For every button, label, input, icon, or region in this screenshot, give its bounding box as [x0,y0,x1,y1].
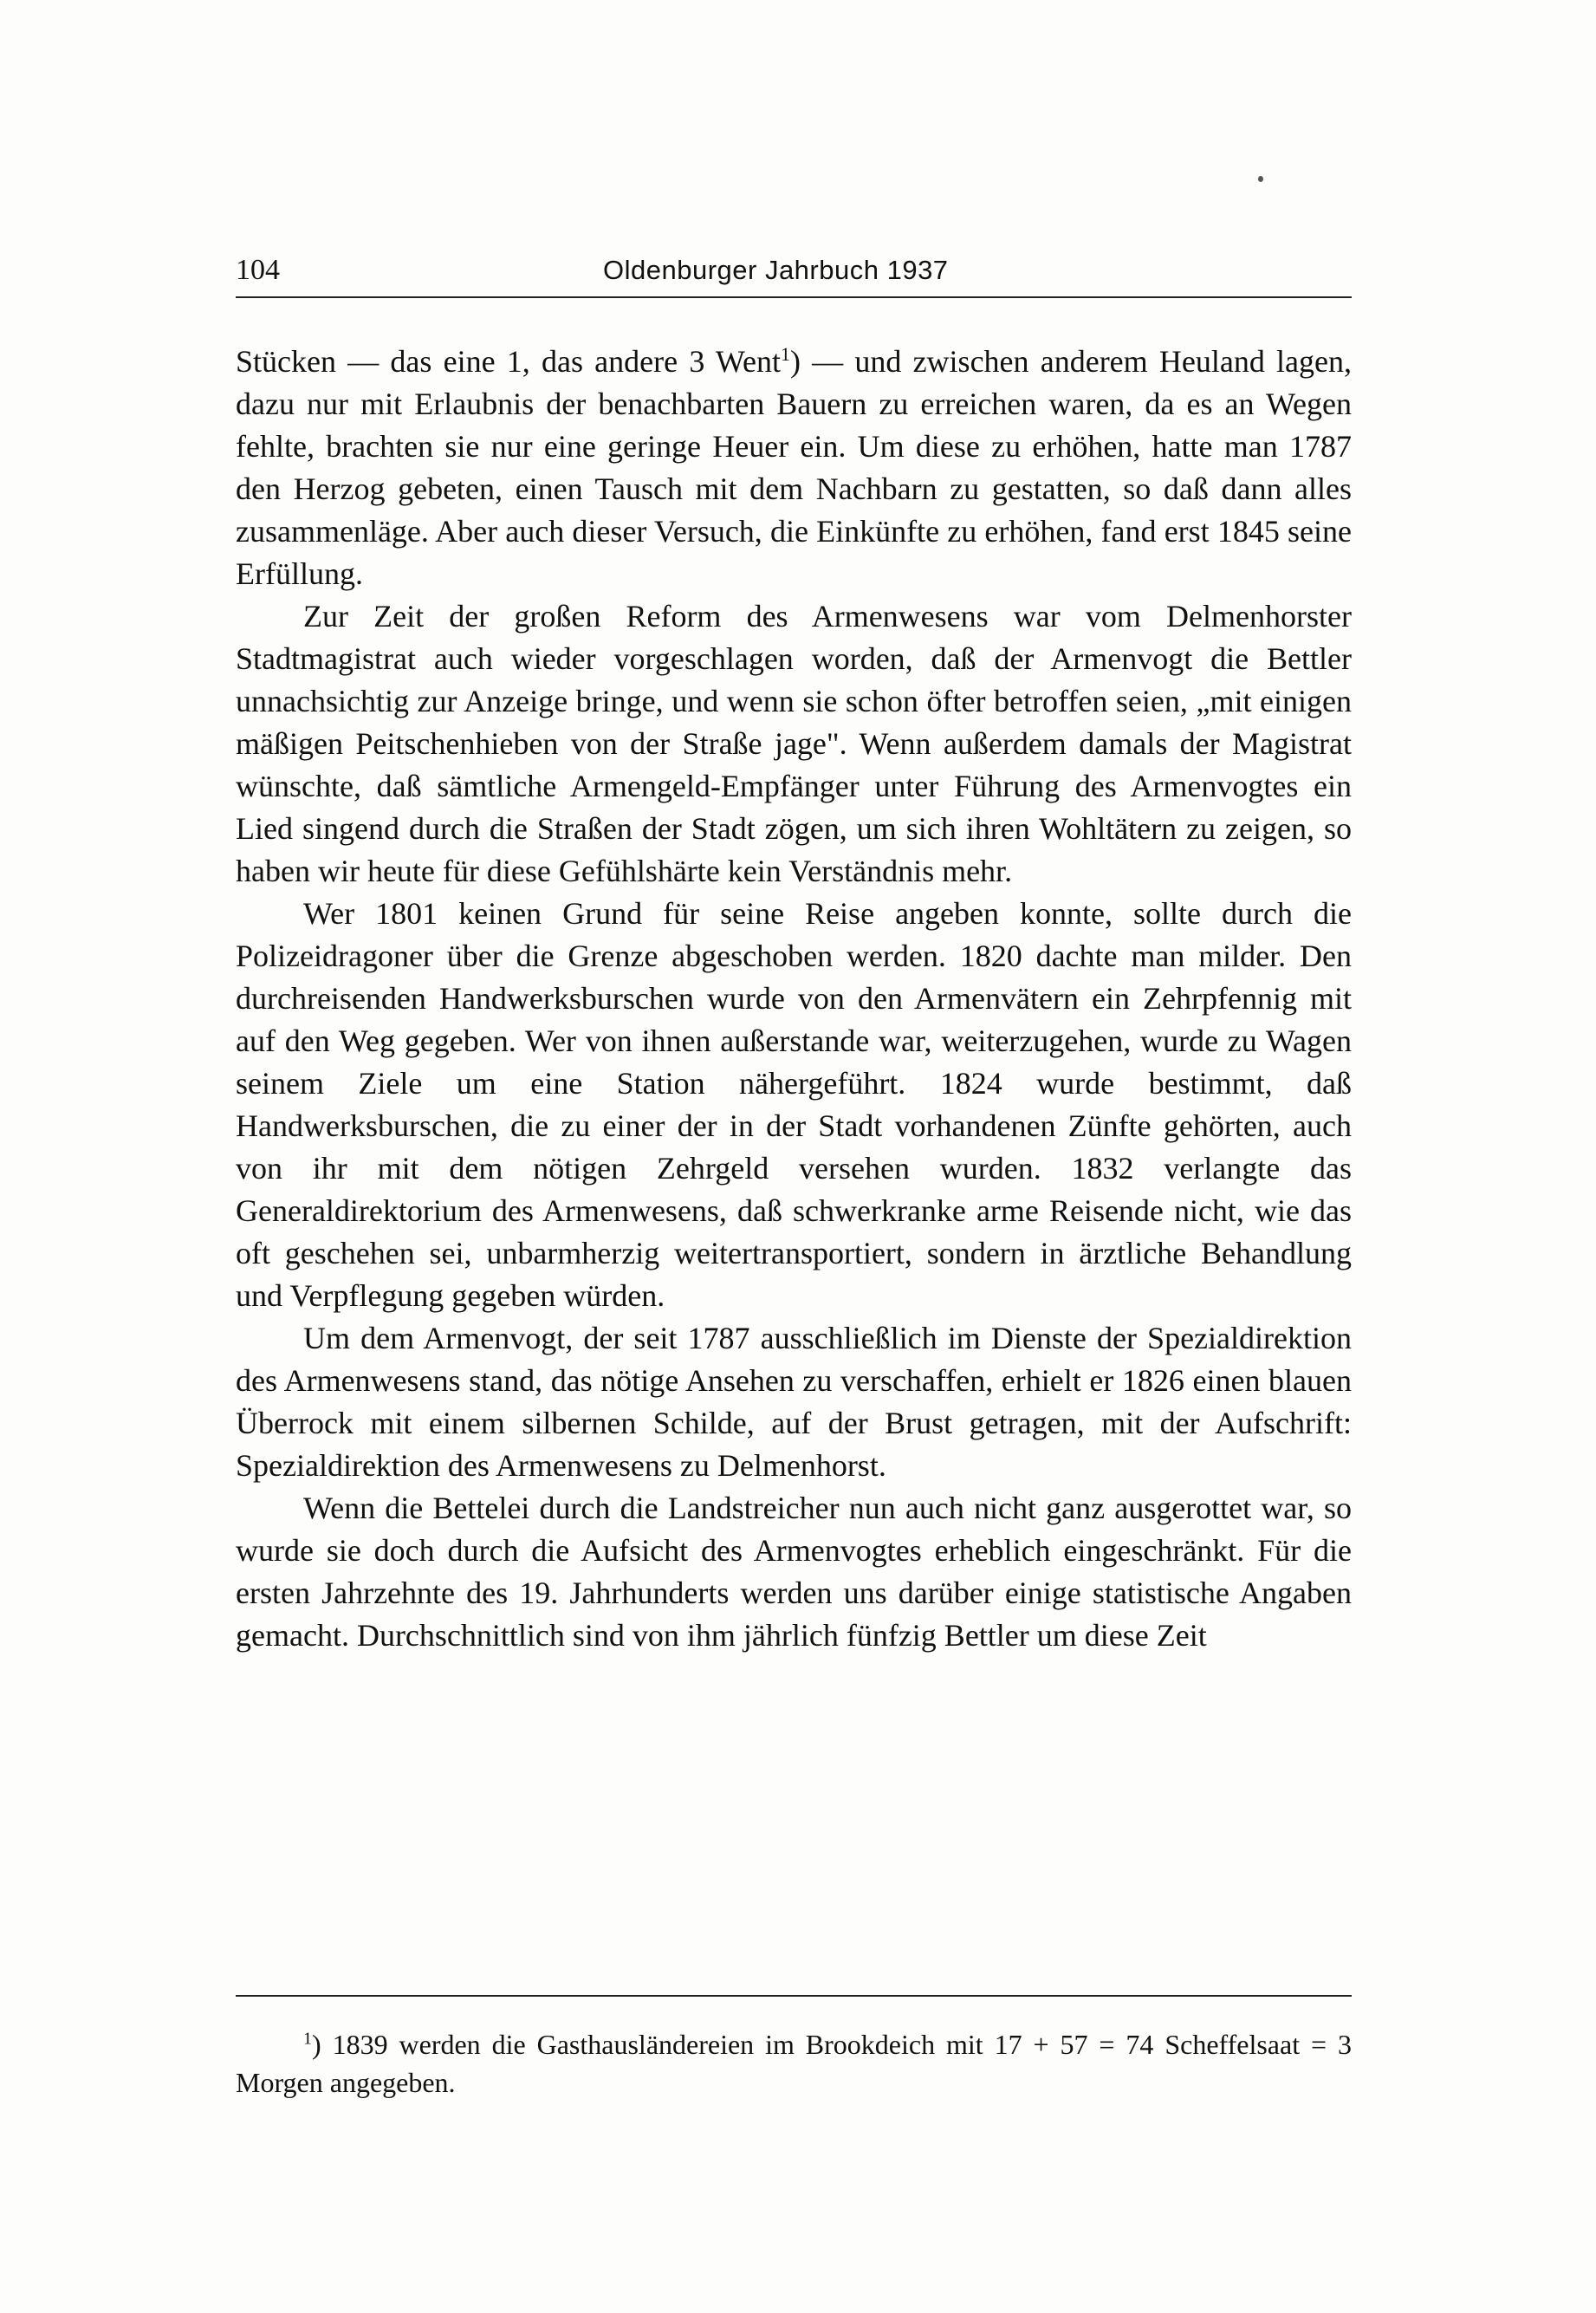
print-speck [1258,176,1263,182]
footnote-marker: 1 [303,2029,312,2049]
paragraph-5: Wenn die Bettelei durch die Landstreicher nun auch nicht ganz ausgerottet war, so wurde sie doch durch die Aufsicht des Armenvogtes erheblich eingeschränkt. Für die ersten Jahrzehnte des 19. Jahrhunderts werden uns darüber einige statistische Angaben gemacht. Durchschnittlich sind von ihm jährlich fünfzig Bettler um diese Zeit [236,1491,1352,1653]
footnote-1-text-line [236,2025,1352,2102]
footnote-text: ) 1839 werden die Gasthausländereien im Brookdeich mit 17 + 57 = 74 Scheffelsaat = 3 Morgen angegeben. [236,2029,1352,2098]
footnote-reference: 1 [780,343,790,365]
paragraph-1-rest: ) — und zwischen anderem Heuland lagen, dazu nur mit Erlaubnis der benachbarten Bauern zu erreichen waren, da es an Wegen fehlte, brachten sie nur eine geringe Heuer ein. Um diese zu erhöhen, hatte man 1787 den Herzog gebeten, einen Tausch mit dem Nachbarn zu gestatten, so daß dann alles zusammenläge. Aber auch dieser Versuch, die Einkünfte zu erhöhen, fand erst 1845 seine Erfüllung. [236,344,1352,591]
page-number: 104 [236,254,280,286]
running-title: Oldenburger Jahrbuch 1937 [603,255,949,285]
paragraph-1 [236,341,1352,595]
paragraph-1-start: Stücken — das eine 1, das andere 3 Went [236,344,781,379]
footnote-1 [236,2025,1352,2102]
footnote-divider [236,1995,1352,1997]
body-text [236,341,1352,1657]
paragraph-4: Um dem Armenvogt, der seit 1787 ausschließlich im Dienste der Spezialdirektion des Armenwesens stand, das nötige Ansehen zu verschaffen, erhielt er 1826 einen blauen Überrock mit einem silbernen Schilde, auf der Brust getragen, mit der Aufschrift: Spezialdirektion des Armenwesens zu Delmenhorst. [236,1321,1352,1483]
paragraph-2: Zur Zeit der großen Reform des Armenwesens war vom Delmenhorster Stadtmagistrat auch wieder vorgeschlagen worden, daß der Armenvogt die Bettler unnachsichtig zur Anzeige bringe, und wenn sie schon öfter betroffen seien, „mit einigen mäßigen Peitschenhieben von der Straße jage". Wenn außerdem damals der Magistrat wünschte, daß sämtliche Armengeld-Empfänger unter Führung des Armenvogtes ein Lied singend durch die Straßen der Stadt zögen, um sich ihren Wohltätern zu zeigen, so haben wir heute für diese Gefühlshärte kein Verständnis mehr. [236,599,1352,888]
paragraph-3: Wer 1801 keinen Grund für seine Reise angeben konnte, sollte durch die Polizeidragoner über die Grenze abgeschoben werden. 1820 dachte man milder. Den durchreisenden Handwerksburschen wurde von den Armenvätern ein Zehrpfennig mit auf den Weg gegeben. Wer von ihnen außerstande war, weiterzugehen, wurde zu Wagen seinem Ziele um eine Station nähergeführt. 1824 wurde bestimmt, daß Handwerksburschen, die zu einer der in der Stadt vorhandenen Zünfte gehörten, auch von ihr mit dem nötigen Zehrgeld versehen wurden. 1832 verlangte das Generaldirektorium des Armenwesens, daß schwerkranke arme Reisende nicht, wie das oft geschehen sei, unbarmherzig weitertransportiert, sondern in ärztliche Behandlung und Verpflegung gegeben würden. [236,896,1352,1313]
footnotes [236,2025,1352,2102]
page-header [236,244,1352,298]
